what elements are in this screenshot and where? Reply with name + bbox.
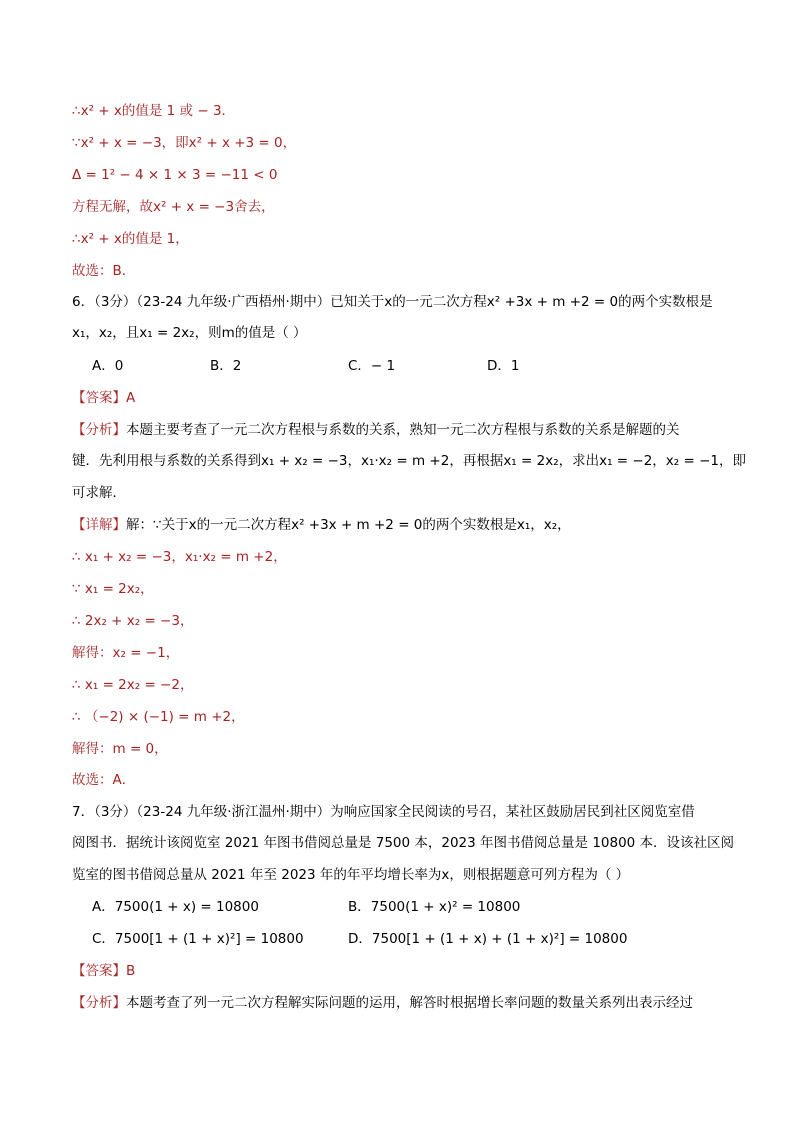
answer-label: 【答案】 <box>72 963 126 979</box>
question-7-option-a: A．7500(1 + x) = 10800 <box>92 899 259 915</box>
question-7-option-c: C．7500[1 + (1 + x)²] = 10800 <box>92 931 304 947</box>
question-6-option-d: D．1 <box>487 358 520 374</box>
question-7-option-d: D．7500[1 + (1 + x) + (1 + x)²] = 10800 <box>348 931 628 947</box>
answer-value: B <box>126 963 136 979</box>
question-6-analysis <box>72 421 732 439</box>
solution-line: ∴x² + x的值是 1， <box>72 231 189 247</box>
solution-step: 故选：A． <box>72 772 136 788</box>
solution-line: 故选：B． <box>72 263 136 279</box>
solution-step: 解得：m = 0， <box>72 741 168 757</box>
answer-label: 【答案】 <box>72 390 126 406</box>
question-7-stem: 7．（3分）（23-24 九年级·浙江温州·期中）为响应国家全民阅读的号召，某社区鼓励居民到社区阅览室借 <box>72 804 695 820</box>
question-6-analysis: 可求解． <box>72 485 126 501</box>
analysis-label: 【分析】 <box>72 995 126 1011</box>
question-6-option-c: C．− 1 <box>348 358 396 374</box>
question-7-analysis <box>72 994 732 1012</box>
question-6-stem: 6．（3分）（23-24 九年级·广西梧州·期中）已知关于x的一元二次方程x² +3x + m +2 = 0的两个实数根是 <box>72 294 713 310</box>
solution-step: ∴ x₁ + x₂ = −3，x₁·x₂ = m +2， <box>72 549 287 565</box>
analysis-label: 【分析】 <box>72 422 126 438</box>
analysis-text: 本题考查了列一元二次方程解实际问题的运用，解答时根据增长率问题的数量关系列出表示经过 <box>126 995 693 1011</box>
question-7-answer <box>72 962 732 980</box>
detail-label: 【详解】 <box>72 517 126 533</box>
question-6-detail <box>72 516 732 534</box>
analysis-text: 本题主要考查了一元二次方程根与系数的关系，熟知一元二次方程根与系数的关系是解题的关 <box>126 422 680 438</box>
solution-step: ∵ x₁ = 2x₂， <box>72 581 154 597</box>
question-7-stem: 览室的图书借阅总量从 2021 年至 2023 年的年平均增长率为x，则根据题意可列方程为（ ） <box>72 867 630 883</box>
solution-line: 方程无解，故x² + x = −3舍去， <box>72 199 275 215</box>
solution-step: ∴ （−2) × (−1) = m +2， <box>72 709 245 725</box>
question-6-answer <box>72 389 732 407</box>
detail-text: 解：∵关于x的一元二次方程x² +3x + m +2 = 0的两个实数根是x₁，x₂， <box>126 517 571 533</box>
solution-line: ∴x² + x的值是 1 或 − 3． <box>72 103 236 119</box>
solution-step: ∴ x₁ = 2x₂ = −2， <box>72 677 194 693</box>
solution-step: 解得：x₂ = −1， <box>72 645 180 661</box>
question-7-option-b: B．7500(1 + x)² = 10800 <box>348 899 521 915</box>
solution-step: ∴ 2x₂ + x₂ = −3， <box>72 613 194 629</box>
question-6-option-a: A．0 <box>92 358 124 374</box>
answer-value: A <box>126 390 136 406</box>
solution-line: Δ = 1² − 4 × 1 × 3 = −11 < 0 <box>72 167 278 183</box>
question-6-analysis: 键．先利用根与系数的关系得到x₁ + x₂ = −3，x₁·x₂ = m +2，再根据x₁ = 2x₂，求出x₁ = −2，x₂ = −1，即 <box>72 453 746 469</box>
question-7-stem: 阅图书．据统计该阅览室 2021 年图书借阅总量是 7500 本，2023 年图书借阅总量是 10800 本．设该社区阅 <box>72 835 735 851</box>
question-6-option-b: B．2 <box>210 358 242 374</box>
question-6-stem: x₁，x₂，且x₁ = 2x₂，则m的值是（ ） <box>72 325 307 341</box>
solution-line: ∵x² + x = −3，即x² + x +3 = 0， <box>72 135 297 151</box>
